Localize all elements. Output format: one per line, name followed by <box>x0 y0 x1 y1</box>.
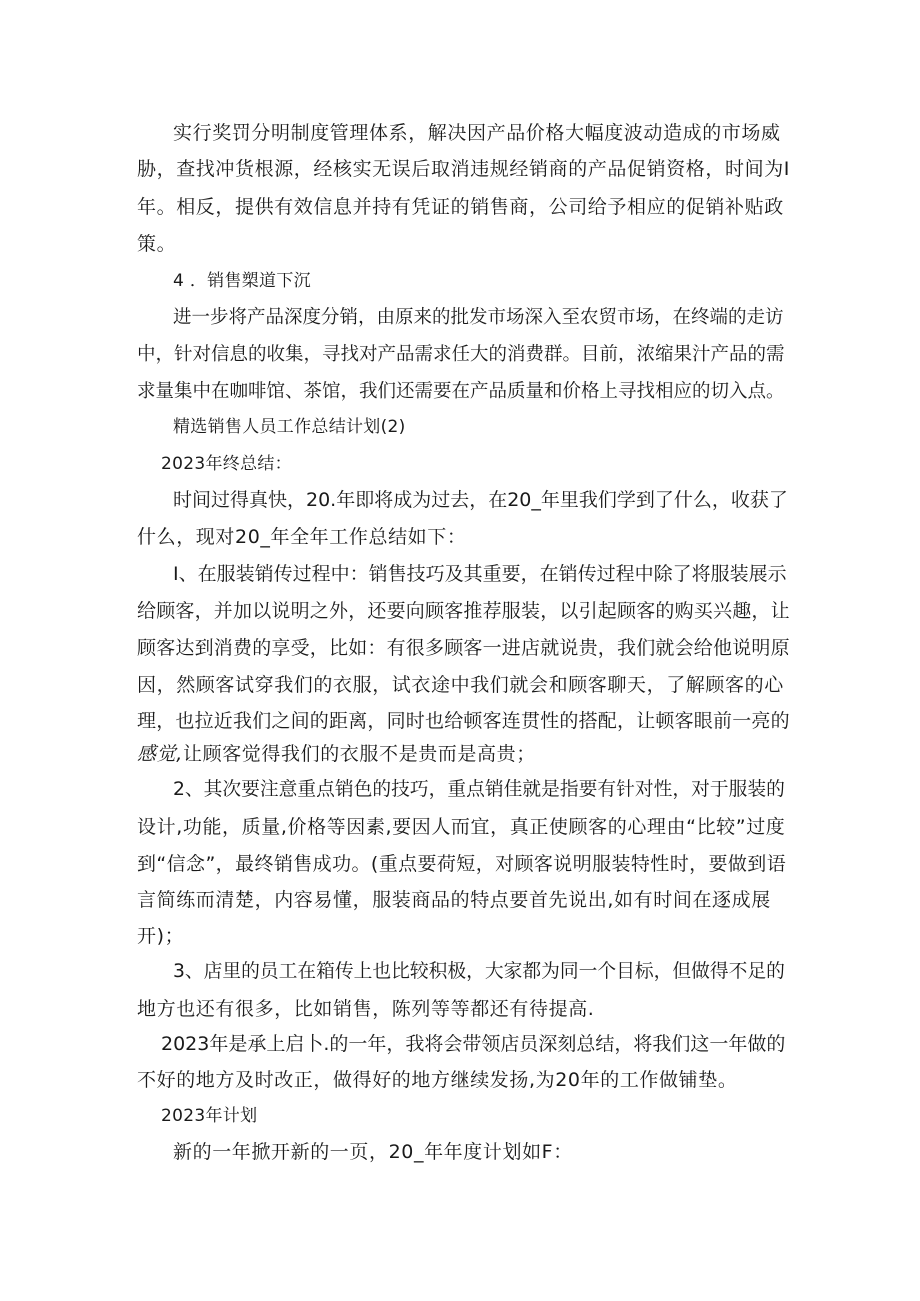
paragraph-line: 时间过得真快，20.年即将成为过去，在20_年里我们学到了什么，收获了 <box>173 489 788 511</box>
paragraph-line: 新的一年掀开新的一页，20_年年度计划如F： <box>173 1141 573 1163</box>
paragraph-line: 年。相反，提供有效信息并持有凭证的销售商，公司给予相应的促销补贴政 <box>137 196 784 218</box>
paragraph-line: 求量集中在咖啡馆、茶馆，我们还需要在产品质量和价格上寻找相应的切入点。 <box>137 381 785 402</box>
paragraph-line: 3、店里的员工在箱传上也比较积极，大家都为同一个目标，但做得不足的 <box>173 961 785 982</box>
paragraph-line: 什么，现对20_年全年工作总结如下： <box>137 526 467 548</box>
section-heading: 2023年终总结： <box>161 454 292 474</box>
paragraph-line: 因，然顾客试穿我们的衣服，试衣途中我们就会和顾客聊天，了解顾客的心 <box>137 674 784 696</box>
paragraph-line: 顾客达到消费的享受，比如：有很多顾客一进店就说贵，我们就会给他说明原 <box>137 637 790 659</box>
section-heading: 2023年计划 <box>161 1106 258 1126</box>
paragraph-line: 地方也还有很多，比如销售，陈列等等都还有待提高. <box>137 998 595 1020</box>
paragraph-line: 不好的地方及时改正，做得好的地方继续发扬,为20年的工作做铺垫。 <box>137 1069 738 1091</box>
paragraph-line: 2、其次要注意重点销色的技巧，重点销佳就是指要有针对性，对于服装的 <box>173 779 785 800</box>
paragraph-line: I、在服装销传过程中：销售技巧及其重要，在销传过程中除了将服装展示 <box>173 563 787 585</box>
paragraph-line: 开)； <box>137 925 185 947</box>
section-heading: 4 ．销售槊道下沉 <box>173 271 311 291</box>
paragraph-line: 到“信念”，最终销售成功。(重点要荷短，对顾客说明服装特性时，要做到语 <box>137 853 787 875</box>
paragraph-line-italic: 感觉, <box>137 743 183 765</box>
paragraph-line: 胁，查找冲货根源，经核实无误后取消违规经销商的产品促销资格，时间为I <box>137 158 791 180</box>
paragraph-line: 进一步将产品深度分销，由原来的批发市场深入至农贸市场，在终端的走访 <box>173 307 784 328</box>
paragraph-line: 让顾客觉得我们的衣服不是贵而是高贵； <box>183 743 536 765</box>
paragraph-line: 实行奖罚分明制度管理体系，解决因产品价格大幅度波动造成的市场威 <box>173 122 781 144</box>
article-title: 精选销售人员工作总结计划(2) <box>173 417 406 437</box>
paragraph-line: 理，也拉近我们之间的距离，同时也给顿客连贯性的搭配，让顿客眼前一亮的 <box>137 710 790 732</box>
paragraph-line: 设计,功能，质量,价格等因素,要因人而宜，真正使顾客的心理由“比较”过度 <box>137 816 786 838</box>
paragraph-line: 中，针对信息的收集，寻找对产品需求任大的消费群。目前，浓缩果汁产品的需 <box>137 344 785 365</box>
paragraph-line: 给顾客，并加以说明之外，还要向顾客推荐服装，以引起顾客的购买兴趣，让 <box>137 600 790 622</box>
paragraph-line: 2023年是承上启卜.的一年，我将会带领店员深刻总结，将我们这一年做的 <box>161 1033 786 1055</box>
paragraph-line: 言简练而清楚，内容易懂，服装商品的特点要首先说出,如有时间在逐成展 <box>137 889 771 911</box>
paragraph-line: 策。 <box>137 233 177 255</box>
